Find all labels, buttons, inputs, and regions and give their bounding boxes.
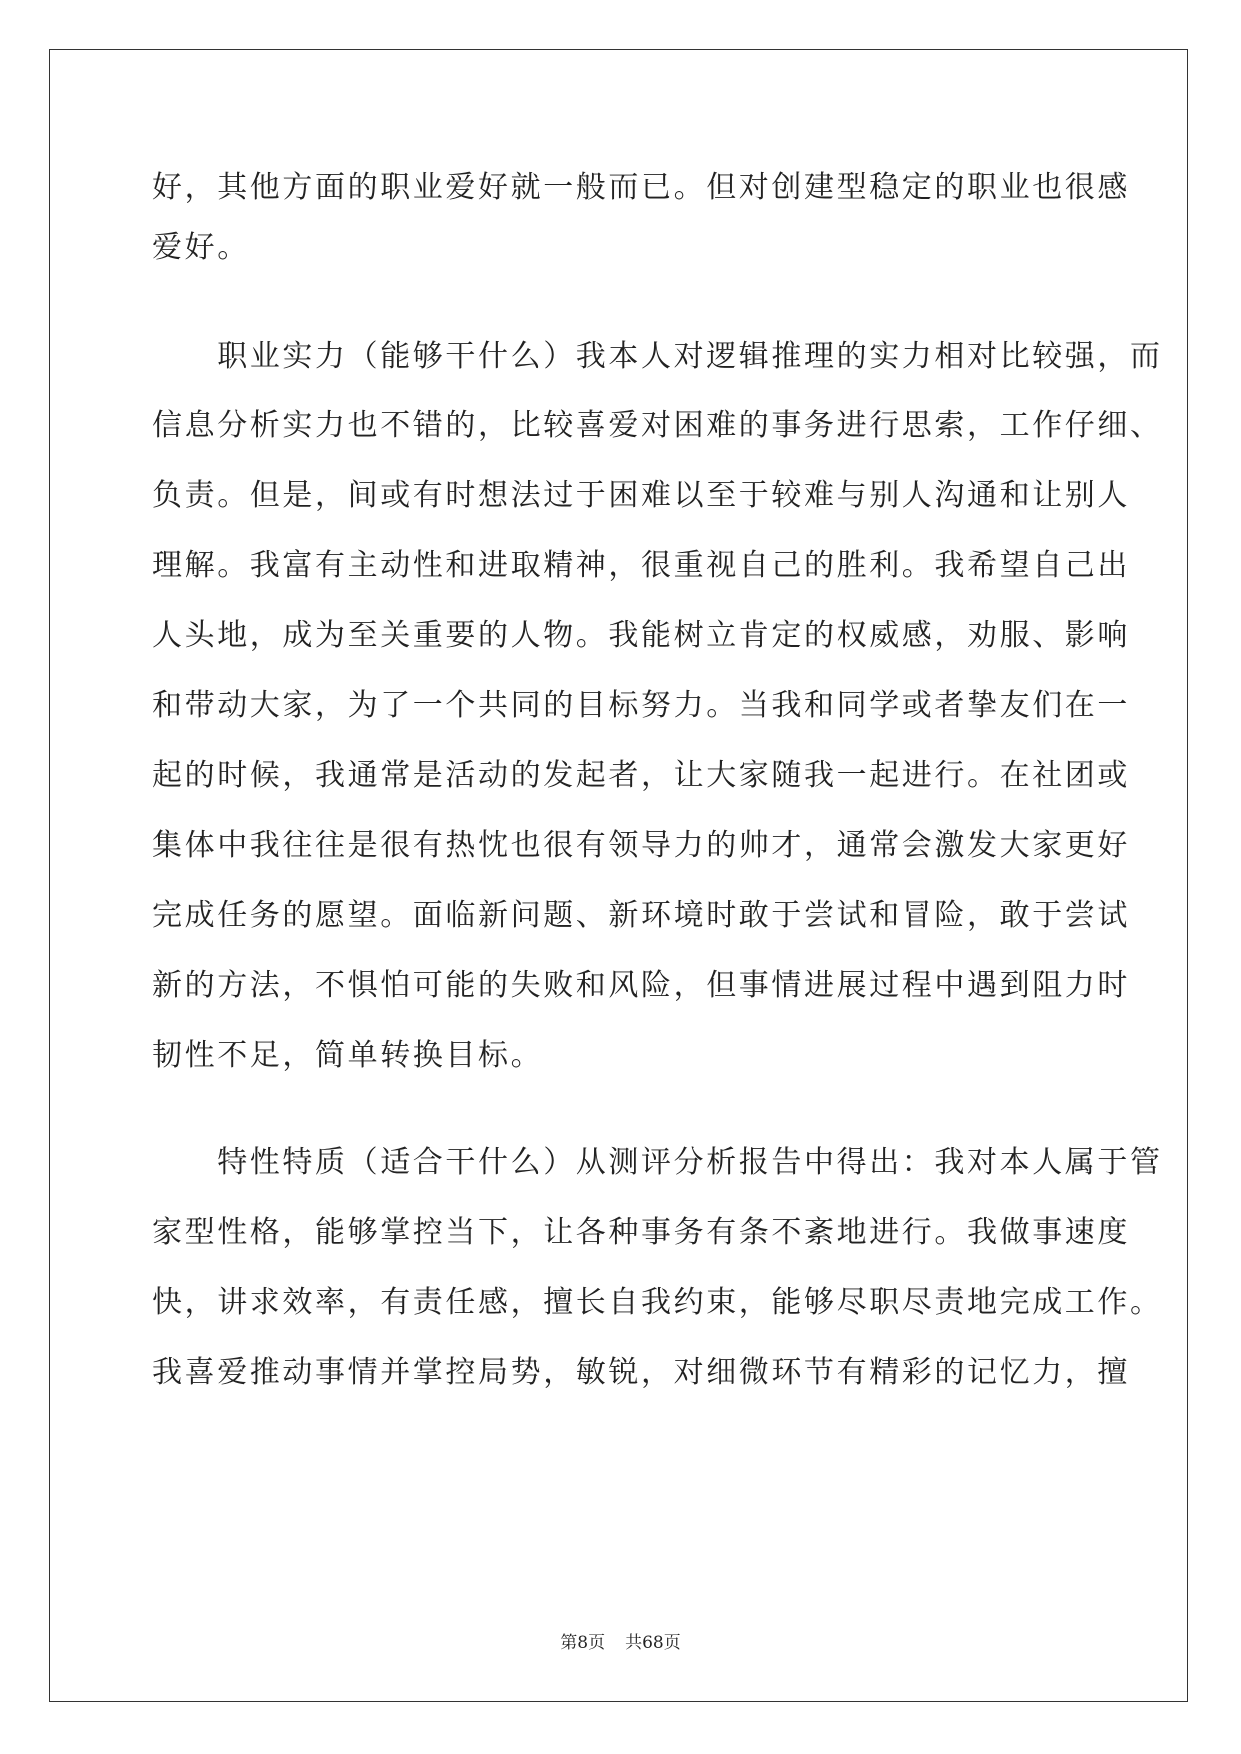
text-line: 信息分析实力也不错的，比较喜爱对困难的事务进行思索，工作仔细、 — [152, 408, 1163, 443]
text-line: 理解。我富有主动性和进取精神，很重视自己的胜利。我希望自己出 — [152, 548, 1130, 583]
page-footer — [0, 1631, 1241, 1655]
text-line: 起的时候，我通常是活动的发起者，让大家随我一起进行。在社团或 — [152, 758, 1130, 793]
text-line: 好，其他方面的职业爱好就一般而已。但对创建型稳定的职业也很感 — [152, 170, 1130, 205]
page-total: 共68页 — [625, 1633, 681, 1653]
text-line: 快，讲求效率，有责任感，擅长自我约束，能够尽职尽责地完成工作。 — [152, 1285, 1163, 1320]
page-number: 第8页 — [560, 1633, 606, 1653]
text-line: 爱好。 — [152, 230, 250, 265]
text-line: 新的方法，不惧怕可能的失败和风险，但事情进展过程中遇到阻力时 — [152, 968, 1130, 1003]
text-line: 特性特质（适合干什么）从测评分析报告中得出：我对本人属于管 — [152, 1145, 1163, 1180]
text-line: 我喜爱推动事情并掌控局势，敏锐，对细微环节有精彩的记忆力，擅 — [152, 1355, 1130, 1390]
text-line: 完成任务的愿望。面临新问题、新环境时敢于尝试和冒险，敢于尝试 — [152, 898, 1130, 933]
text-line: 人头地，成为至关重要的人物。我能树立肯定的权威感，劝服、影响 — [152, 618, 1130, 653]
text-line: 职业实力（能够干什么）我本人对逻辑推理的实力相对比较强，而 — [152, 339, 1163, 374]
text-line: 和带动大家，为了一个共同的目标努力。当我和同学或者挚友们在一 — [152, 688, 1130, 723]
text-line: 家型性格，能够掌控当下，让各种事务有条不紊地进行。我做事速度 — [152, 1215, 1130, 1250]
text-line: 集体中我往往是很有热忱也很有领导力的帅才，通常会激发大家更好 — [152, 828, 1130, 863]
page-border — [49, 49, 1188, 1702]
text-line: 负责。但是，间或有时想法过于困难以至于较难与别人沟通和让别人 — [152, 478, 1130, 513]
text-line: 韧性不足，简单转换目标。 — [152, 1038, 544, 1073]
